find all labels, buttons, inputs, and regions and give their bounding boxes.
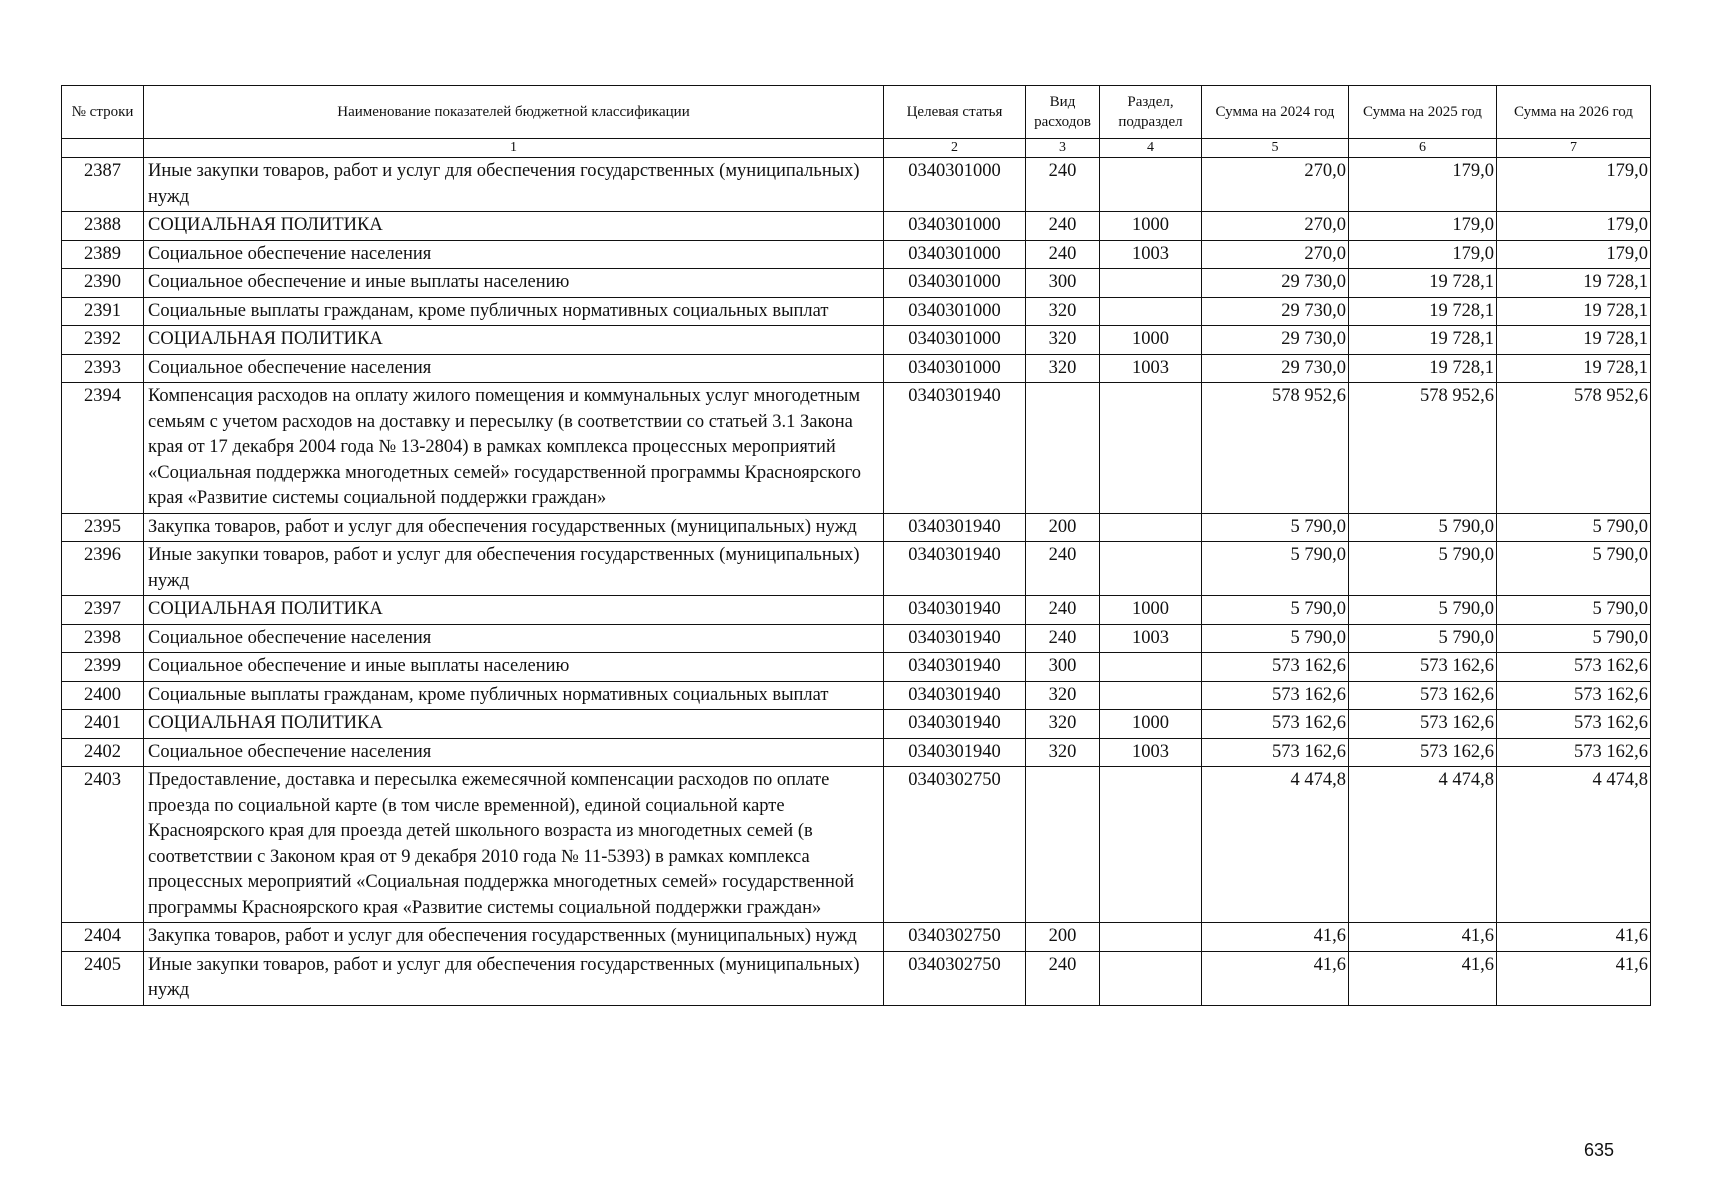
sum-2026: 573 162,6 — [1497, 653, 1651, 682]
table-row — [62, 326, 1651, 355]
sum-2026: 19 728,1 — [1497, 269, 1651, 298]
sum-2025: 179,0 — [1349, 212, 1497, 241]
expense-type: 240 — [1026, 240, 1100, 269]
expense-type: 300 — [1026, 653, 1100, 682]
row-number: 2398 — [62, 624, 144, 653]
section-code — [1100, 383, 1202, 514]
column-numbers-row — [62, 139, 1651, 158]
indicator-name: Иные закупки товаров, работ и услуг для обеспечения государственных (муниципальных) нужд — [144, 951, 884, 1005]
sum-2026: 5 790,0 — [1497, 596, 1651, 625]
table-row — [62, 681, 1651, 710]
indicator-name: Закупка товаров, работ и услуг для обеспечения государственных (муниципальных) нужд — [144, 513, 884, 542]
sum-2024: 573 162,6 — [1202, 710, 1349, 739]
header-sum-2025: Сумма на 2025 год — [1349, 86, 1497, 139]
section-code — [1100, 297, 1202, 326]
section-code — [1100, 681, 1202, 710]
sum-2024: 573 162,6 — [1202, 653, 1349, 682]
indicator-name: СОЦИАЛЬНАЯ ПОЛИТИКА — [144, 212, 884, 241]
target-article: 0340301940 — [884, 710, 1026, 739]
indicator-name: СОЦИАЛЬНАЯ ПОЛИТИКА — [144, 710, 884, 739]
colnum-6: 6 — [1349, 139, 1497, 158]
sum-2024: 270,0 — [1202, 158, 1349, 212]
section-code — [1100, 269, 1202, 298]
indicator-name: Социальное обеспечение населения — [144, 624, 884, 653]
target-article: 0340301940 — [884, 513, 1026, 542]
sum-2025: 5 790,0 — [1349, 624, 1497, 653]
sum-2026: 578 952,6 — [1497, 383, 1651, 514]
table-row — [62, 951, 1651, 1005]
sum-2025: 41,6 — [1349, 951, 1497, 1005]
sum-2025: 179,0 — [1349, 240, 1497, 269]
colnum-blank — [62, 139, 144, 158]
section-code — [1100, 542, 1202, 596]
colnum-3: 3 — [1026, 139, 1100, 158]
section-code — [1100, 923, 1202, 952]
expense-type — [1026, 383, 1100, 514]
header-section: Раздел, подраздел — [1100, 86, 1202, 139]
section-code: 1000 — [1100, 326, 1202, 355]
section-code: 1000 — [1100, 710, 1202, 739]
sum-2026: 5 790,0 — [1497, 542, 1651, 596]
sum-2025: 19 728,1 — [1349, 269, 1497, 298]
target-article: 0340301940 — [884, 624, 1026, 653]
sum-2024: 5 790,0 — [1202, 542, 1349, 596]
target-article: 0340301940 — [884, 383, 1026, 514]
sum-2024: 29 730,0 — [1202, 297, 1349, 326]
expense-type: 240 — [1026, 158, 1100, 212]
table-row — [62, 513, 1651, 542]
table-row — [62, 354, 1651, 383]
table-header — [62, 86, 1651, 158]
sum-2025: 5 790,0 — [1349, 513, 1497, 542]
sum-2025: 5 790,0 — [1349, 596, 1497, 625]
target-article: 0340301000 — [884, 297, 1026, 326]
sum-2024: 578 952,6 — [1202, 383, 1349, 514]
section-code — [1100, 951, 1202, 1005]
sum-2026: 19 728,1 — [1497, 297, 1651, 326]
sum-2026: 5 790,0 — [1497, 624, 1651, 653]
sum-2024: 41,6 — [1202, 951, 1349, 1005]
section-code: 1003 — [1100, 354, 1202, 383]
expense-type — [1026, 767, 1100, 923]
sum-2025: 573 162,6 — [1349, 653, 1497, 682]
sum-2024: 5 790,0 — [1202, 513, 1349, 542]
row-number: 2401 — [62, 710, 144, 739]
indicator-name: Закупка товаров, работ и услуг для обеспечения государственных (муниципальных) нужд — [144, 923, 884, 952]
colnum-7: 7 — [1497, 139, 1651, 158]
budget-table — [61, 85, 1651, 1006]
target-article: 0340302750 — [884, 923, 1026, 952]
sum-2024: 41,6 — [1202, 923, 1349, 952]
header-target: Целевая статья — [884, 86, 1026, 139]
expense-type: 320 — [1026, 354, 1100, 383]
indicator-name: Социальное обеспечение и иные выплаты населению — [144, 269, 884, 298]
row-number: 2394 — [62, 383, 144, 514]
expense-type: 320 — [1026, 297, 1100, 326]
target-article: 0340302750 — [884, 951, 1026, 1005]
header-sum-2024: Сумма на 2024 год — [1202, 86, 1349, 139]
sum-2024: 5 790,0 — [1202, 624, 1349, 653]
header-name: Наименование показателей бюджетной классификации — [144, 86, 884, 139]
sum-2026: 41,6 — [1497, 923, 1651, 952]
expense-type: 320 — [1026, 681, 1100, 710]
row-number: 2395 — [62, 513, 144, 542]
sum-2024: 29 730,0 — [1202, 354, 1349, 383]
target-article: 0340301000 — [884, 212, 1026, 241]
sum-2026: 4 474,8 — [1497, 767, 1651, 923]
header-sum-2026: Сумма на 2026 год — [1497, 86, 1651, 139]
expense-type: 240 — [1026, 212, 1100, 241]
sum-2026: 41,6 — [1497, 951, 1651, 1005]
sum-2024: 573 162,6 — [1202, 738, 1349, 767]
table-row — [62, 240, 1651, 269]
row-number: 2388 — [62, 212, 144, 241]
row-number: 2400 — [62, 681, 144, 710]
sum-2025: 19 728,1 — [1349, 326, 1497, 355]
sum-2026: 179,0 — [1497, 212, 1651, 241]
row-number: 2396 — [62, 542, 144, 596]
target-article: 0340301940 — [884, 681, 1026, 710]
sum-2025: 19 728,1 — [1349, 297, 1497, 326]
row-number: 2390 — [62, 269, 144, 298]
sum-2026: 573 162,6 — [1497, 681, 1651, 710]
indicator-name: Предоставление, доставка и пересылка ежемесячной компенсации расходов по оплате проезда по социальной карте (в том числе временной), единой социальной карте Красноярского края для проезда детей школьного возраста из многодетных семей (в соответствии с Законом края от 9 декабря 2010 года № 11-5393) в рамках комплекса процессных мероприятий «Социальная поддержка многодетных семей» государственной программы Красноярского края «Развитие системы социальной поддержки граждан» — [144, 767, 884, 923]
page-number: 635 — [1584, 1140, 1615, 1160]
expense-type: 300 — [1026, 269, 1100, 298]
indicator-name: Социальные выплаты гражданам, кроме публичных нормативных социальных выплат — [144, 681, 884, 710]
table-row — [62, 269, 1651, 298]
indicator-name: Социальное обеспечение населения — [144, 240, 884, 269]
sum-2026: 179,0 — [1497, 240, 1651, 269]
row-number: 2402 — [62, 738, 144, 767]
expense-type: 320 — [1026, 710, 1100, 739]
indicator-name: Социальные выплаты гражданам, кроме публичных нормативных социальных выплат — [144, 297, 884, 326]
sum-2024: 4 474,8 — [1202, 767, 1349, 923]
sum-2025: 5 790,0 — [1349, 542, 1497, 596]
table-row — [62, 624, 1651, 653]
indicator-name: Социальное обеспечение и иные выплаты населению — [144, 653, 884, 682]
row-number: 2405 — [62, 951, 144, 1005]
target-article: 0340301000 — [884, 158, 1026, 212]
table-body — [62, 158, 1651, 1006]
expense-type: 200 — [1026, 923, 1100, 952]
sum-2024: 29 730,0 — [1202, 269, 1349, 298]
row-number: 2393 — [62, 354, 144, 383]
sum-2025: 19 728,1 — [1349, 354, 1497, 383]
target-article: 0340301000 — [884, 326, 1026, 355]
table-row — [62, 738, 1651, 767]
indicator-name: СОЦИАЛЬНАЯ ПОЛИТИКА — [144, 596, 884, 625]
sum-2025: 179,0 — [1349, 158, 1497, 212]
colnum-5: 5 — [1202, 139, 1349, 158]
row-number: 2399 — [62, 653, 144, 682]
indicator-name: Социальное обеспечение населения — [144, 738, 884, 767]
table-row — [62, 596, 1651, 625]
section-code: 1003 — [1100, 240, 1202, 269]
section-code: 1003 — [1100, 624, 1202, 653]
expense-type: 320 — [1026, 738, 1100, 767]
expense-type: 240 — [1026, 542, 1100, 596]
target-article: 0340301000 — [884, 354, 1026, 383]
table-row — [62, 158, 1651, 212]
target-article: 0340302750 — [884, 767, 1026, 923]
table-row — [62, 383, 1651, 514]
sum-2026: 19 728,1 — [1497, 326, 1651, 355]
row-number: 2391 — [62, 297, 144, 326]
section-code — [1100, 158, 1202, 212]
table-row — [62, 653, 1651, 682]
sum-2025: 573 162,6 — [1349, 710, 1497, 739]
table-row — [62, 212, 1651, 241]
sum-2026: 179,0 — [1497, 158, 1651, 212]
indicator-name: Компенсация расходов на оплату жилого помещения и коммунальных услуг многодетным семьям с учетом расходов на доставку и пересылку (в соответствии со статьей 3.1 Закона края от 17 декабря 2004 года № 13-2804) в рамках комплекса процессных мероприятий «Социальная поддержка многодетных семей» государственной программы Красноярского края «Развитие системы социальной поддержки граждан» — [144, 383, 884, 514]
section-code: 1000 — [1100, 596, 1202, 625]
colnum-4: 4 — [1100, 139, 1202, 158]
header-row-no: № строки — [62, 86, 144, 139]
target-article: 0340301940 — [884, 738, 1026, 767]
target-article: 0340301000 — [884, 269, 1026, 298]
target-article: 0340301000 — [884, 240, 1026, 269]
sum-2024: 5 790,0 — [1202, 596, 1349, 625]
header-expense-type: Вид расходов — [1026, 86, 1100, 139]
row-number: 2397 — [62, 596, 144, 625]
sum-2026: 5 790,0 — [1497, 513, 1651, 542]
colnum-2: 2 — [884, 139, 1026, 158]
indicator-name: СОЦИАЛЬНАЯ ПОЛИТИКА — [144, 326, 884, 355]
target-article: 0340301940 — [884, 542, 1026, 596]
sum-2025: 573 162,6 — [1349, 738, 1497, 767]
table-row — [62, 923, 1651, 952]
expense-type: 320 — [1026, 326, 1100, 355]
sum-2025: 573 162,6 — [1349, 681, 1497, 710]
section-code — [1100, 653, 1202, 682]
sum-2026: 573 162,6 — [1497, 738, 1651, 767]
expense-type: 240 — [1026, 951, 1100, 1005]
target-article: 0340301940 — [884, 653, 1026, 682]
indicator-name: Социальное обеспечение населения — [144, 354, 884, 383]
row-number: 2387 — [62, 158, 144, 212]
row-number: 2404 — [62, 923, 144, 952]
sum-2025: 41,6 — [1349, 923, 1497, 952]
sum-2026: 19 728,1 — [1497, 354, 1651, 383]
sum-2026: 573 162,6 — [1497, 710, 1651, 739]
table-row — [62, 710, 1651, 739]
expense-type: 200 — [1026, 513, 1100, 542]
indicator-name: Иные закупки товаров, работ и услуг для обеспечения государственных (муниципальных) нужд — [144, 542, 884, 596]
row-number: 2389 — [62, 240, 144, 269]
sum-2024: 270,0 — [1202, 240, 1349, 269]
sum-2025: 4 474,8 — [1349, 767, 1497, 923]
colnum-1: 1 — [144, 139, 884, 158]
expense-type: 240 — [1026, 624, 1100, 653]
expense-type: 240 — [1026, 596, 1100, 625]
target-article: 0340301940 — [884, 596, 1026, 625]
section-code — [1100, 513, 1202, 542]
row-number: 2392 — [62, 326, 144, 355]
sum-2024: 270,0 — [1202, 212, 1349, 241]
section-code — [1100, 767, 1202, 923]
sum-2024: 573 162,6 — [1202, 681, 1349, 710]
indicator-name: Иные закупки товаров, работ и услуг для обеспечения государственных (муниципальных) нужд — [144, 158, 884, 212]
table-row — [62, 767, 1651, 923]
section-code: 1003 — [1100, 738, 1202, 767]
table-row — [62, 297, 1651, 326]
sum-2024: 29 730,0 — [1202, 326, 1349, 355]
section-code: 1000 — [1100, 212, 1202, 241]
row-number: 2403 — [62, 767, 144, 923]
table-row — [62, 542, 1651, 596]
sum-2025: 578 952,6 — [1349, 383, 1497, 514]
